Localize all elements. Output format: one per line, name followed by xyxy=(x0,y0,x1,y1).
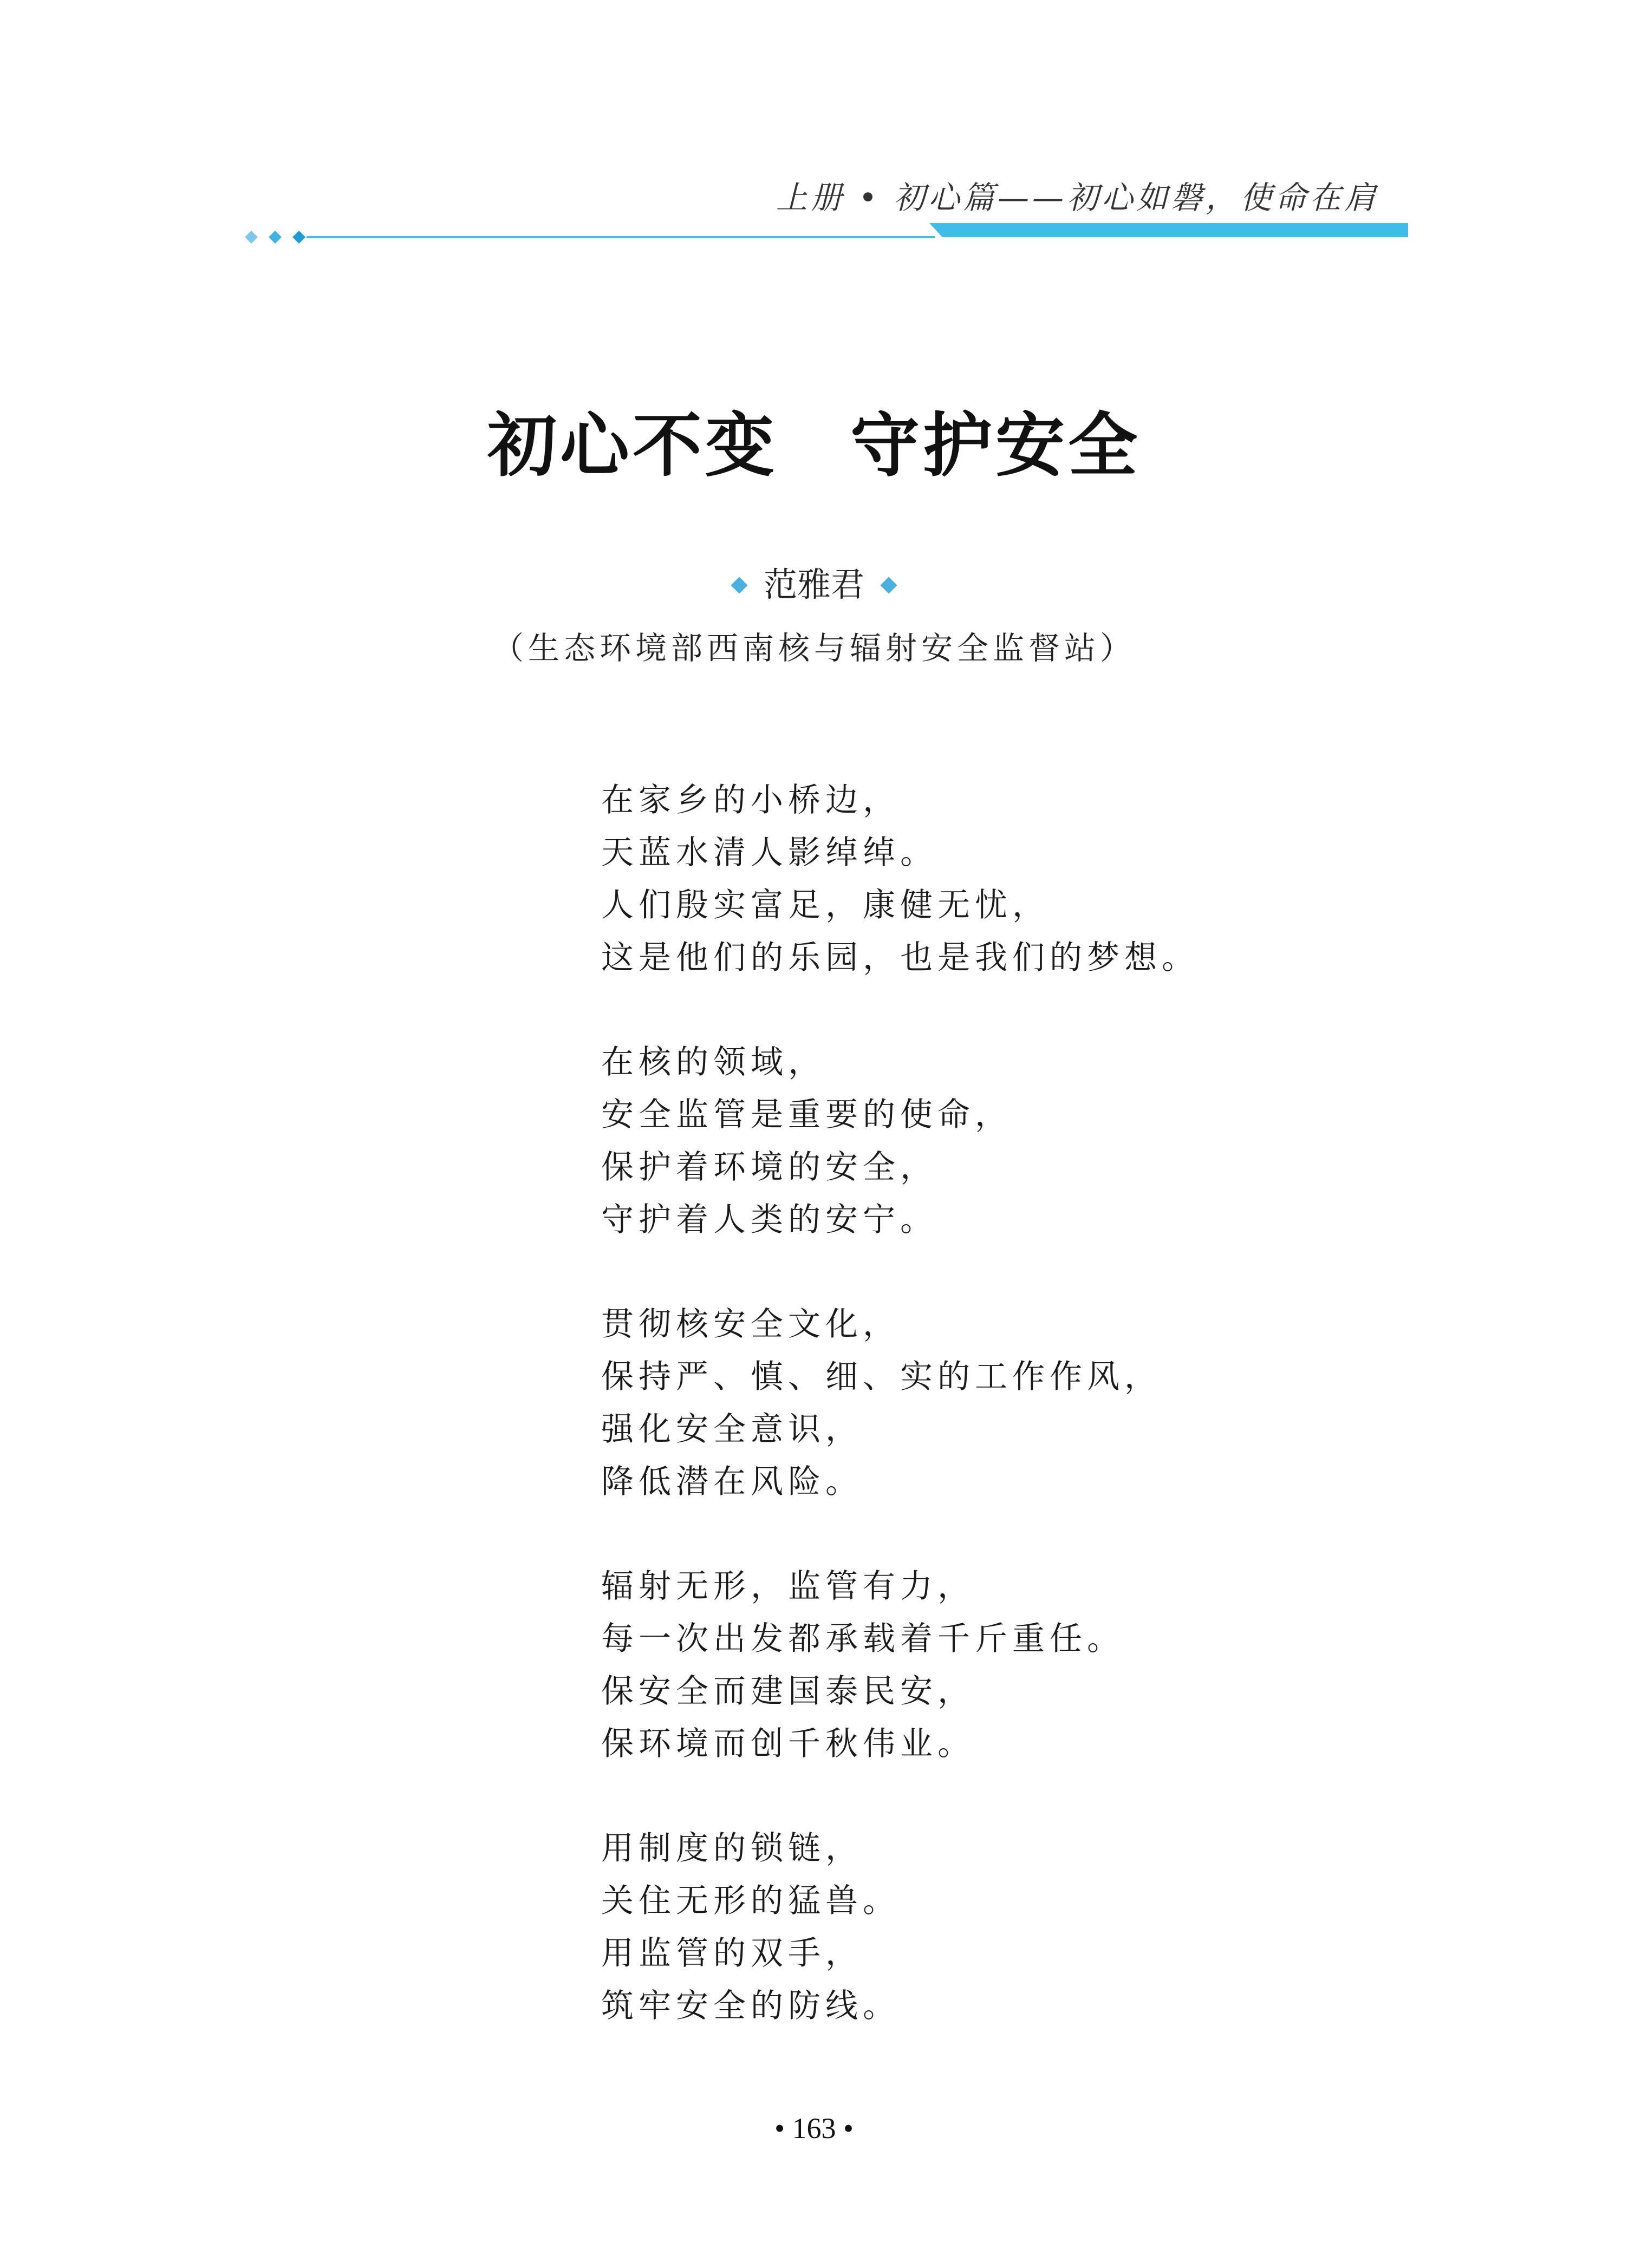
poem-line: 人们殷实富足，康健无忧， xyxy=(601,886,1050,924)
diamond-icon xyxy=(269,231,282,244)
page-number: • 163 • xyxy=(774,2112,854,2145)
header-thin-line xyxy=(307,236,935,238)
stanza xyxy=(601,1560,1414,1770)
poem-line: 降低潜在风险。 xyxy=(601,1463,863,1501)
poem-line: 强化安全意识， xyxy=(601,1410,863,1448)
poem-line: 这是他们的乐园，也是我们的梦想。 xyxy=(601,939,1199,977)
poem-body xyxy=(601,774,1414,2084)
poem-line: 天蓝水清人影绰绰。 xyxy=(601,834,937,872)
diamond-icon xyxy=(731,577,747,593)
header-thick-band xyxy=(929,223,1408,237)
poem-line: 在核的领域， xyxy=(601,1043,825,1081)
stanza xyxy=(601,1822,1414,2032)
poem-title: 初心不变 守护安全 xyxy=(487,405,1141,486)
stanza xyxy=(601,774,1414,984)
poem-line: 辐射无形，监管有力， xyxy=(601,1567,975,1605)
poem-line: 每一次出发都承载着千斤重任。 xyxy=(601,1620,1124,1658)
author-affiliation: （生态环境部西南核与辐射安全监督站） xyxy=(492,630,1136,666)
diamond-icon xyxy=(292,231,305,244)
poem-line: 贯彻核安全文化， xyxy=(601,1305,900,1343)
poem-line: 保安全而建国泰民安， xyxy=(601,1672,975,1710)
diamond-icon xyxy=(880,577,897,593)
poem-line: 保护着环境的安全， xyxy=(601,1148,937,1186)
poem-line: 用制度的锁链， xyxy=(601,1829,863,1867)
poem-line: 在家乡的小桥边， xyxy=(601,781,900,819)
poem-line: 筑牢安全的防线。 xyxy=(601,1987,900,2025)
poem-line: 用监管的双手， xyxy=(601,1934,863,1972)
header-rule xyxy=(238,222,1408,254)
stanza xyxy=(601,1036,1414,1246)
stanza xyxy=(601,1298,1414,1508)
diamond-icon xyxy=(245,231,258,244)
poem-line: 保环境而创千秋伟业。 xyxy=(601,1725,975,1763)
running-header: 上册 • 初心篇——初心如磐，使命在肩 xyxy=(776,179,1379,216)
poem-line: 保持严、慎、细、实的工作作风， xyxy=(601,1358,1162,1396)
author-name: 范雅君 xyxy=(763,565,864,604)
poem-line: 安全监管是重要的使命， xyxy=(601,1096,1012,1134)
poem-line: 守护着人类的安宁。 xyxy=(601,1201,937,1239)
author-line xyxy=(0,558,1628,606)
poem-line: 关住无形的猛兽。 xyxy=(601,1882,900,1920)
